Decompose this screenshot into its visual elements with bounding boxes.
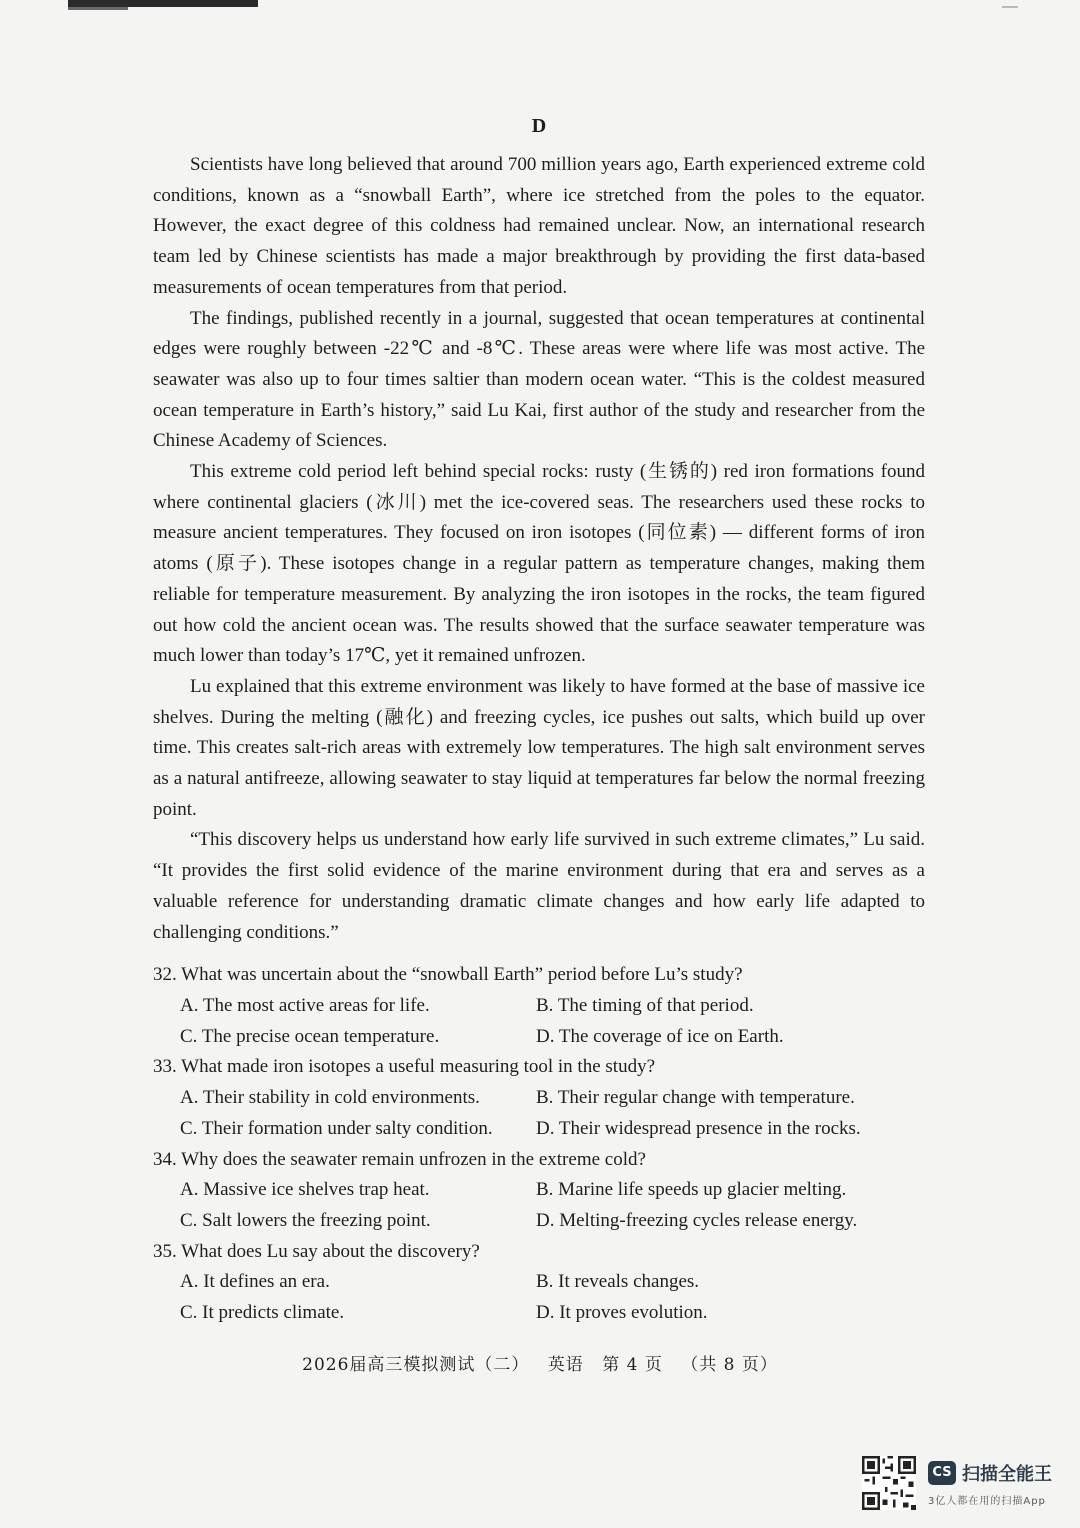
footer-total-pages: （共 8 页）	[681, 1355, 778, 1375]
answer-options	[153, 991, 925, 1052]
option-c: C. It predicts climate.	[180, 1302, 345, 1324]
question-34	[153, 1145, 925, 1237]
scanner-watermark	[862, 1456, 1062, 1512]
question-stem: 33. What made iron isotopes a useful measuring tool in the study?	[153, 1056, 655, 1078]
footer-subject: 英语	[547, 1355, 584, 1375]
passage-paragraph-4: Lu explained that this extreme environment was likely to have formed at the base of massive ice shelves. During the melting (融化) and freezing cycles, ice pushes out salts, which build up over time. This creates salt-rich areas with extremely low temperatures. The high salt environment serves as a natural antifreeze, allowing seawater to stay liquid at temperatures far below the normal freezing point.	[153, 675, 925, 820]
scan-edge-mark-secondary	[68, 7, 128, 10]
option-d: D. The coverage of ice on Earth.	[536, 1025, 784, 1047]
option-b: B. Their regular change with temperature.	[536, 1087, 855, 1109]
passage-paragraph-1: Scientists have long believed that around 700 million years ago, Earth experienced extreme cold conditions, known as a “snowball Earth”, where ice stretched from the poles to the equator. However, the exact degree of this coldness had remained unclear. Now, an international research team led by Chinese scientists has made a major breakthrough by providing the first data-based measurements of ocean temperatures from that period.	[153, 154, 925, 298]
option-a: A. The most active areas for life.	[180, 994, 430, 1016]
option-b: B. The timing of that period.	[536, 994, 754, 1016]
answer-options	[153, 1083, 925, 1144]
footer-page-number: 第 4 页	[602, 1355, 663, 1375]
option-d: D. It proves evolution.	[536, 1302, 708, 1324]
passage	[153, 150, 925, 948]
option-b: B. It reveals changes.	[536, 1271, 700, 1293]
option-c: C. Salt lowers the freezing point.	[180, 1209, 431, 1231]
question-35	[153, 1237, 925, 1329]
scanner-app-tagline: 3亿人都在用的扫描App	[928, 1496, 1046, 1507]
questions	[153, 960, 925, 1328]
option-c: C. The precise ocean temperature.	[180, 1025, 440, 1047]
camscanner-logo-icon: CS	[928, 1461, 956, 1485]
section-title: D	[531, 115, 547, 137]
passage-paragraph-5: “This discovery helps us understand how early life survived in such extreme climates,” Lu said. “It provides the first solid evidence of the marine environment during that era and serves as a valuable reference for understanding dramatic climate changes and how early life adapted to challenging conditions.”	[153, 829, 925, 943]
option-d: D. Their widespread presence in the rocks.	[536, 1117, 861, 1139]
question-32	[153, 960, 925, 1052]
option-d: D. Melting-freezing cycles release energy.	[536, 1209, 858, 1231]
question-33	[153, 1052, 925, 1144]
option-a: A. It defines an era.	[180, 1271, 330, 1293]
option-c: C. Their formation under salty condition.	[180, 1117, 493, 1139]
passage-paragraph-2: The findings, published recently in a journal, suggested that ocean temperatures at continental edges were roughly between -22℃ and -8℃. These areas were where life was most active. The seawater was also up to four times saltier than modern ocean water. “This is the coldest measured ocean temperature in Earth’s history,” said Lu Kai, first author of the study and researcher from the Chinese Academy of Sciences.	[153, 307, 925, 452]
scan-edge-mark	[68, 0, 258, 7]
exam-page	[153, 112, 925, 1329]
page-footer	[0, 1350, 1080, 1375]
scan-corner-mark	[1002, 6, 1018, 8]
option-b: B. Marine life speeds up glacier melting.	[536, 1179, 847, 1201]
option-a: A. Their stability in cold environments.	[180, 1087, 480, 1109]
answer-options	[153, 1175, 925, 1236]
question-stem: 34. Why does the seawater remain unfrozen in the extreme cold?	[153, 1148, 646, 1170]
scanner-app-name: 扫描全能王	[962, 1464, 1052, 1485]
question-stem: 35. What does Lu say about the discovery?	[153, 1240, 480, 1262]
footer-exam-title: 2026届高三模拟测试（二）	[302, 1355, 530, 1375]
option-a: A. Massive ice shelves trap heat.	[180, 1179, 430, 1201]
answer-options	[153, 1267, 925, 1328]
passage-paragraph-3: This extreme cold period left behind special rocks: rusty (生锈的) red iron formations found where continental glaciers (冰川) met the ice-covered seas. The researchers used these rocks to measure ancient temperatures. They focused on iron isotopes (同位素) — different forms of iron atoms (原子). These isotopes change in a regular pattern as temperature changes, making them reliable for temperature measurement. By analyzing the iron isotopes in the rocks, the team figured out how cold the ancient ocean was. The results showed that the surface seawater temperature was much lower than today’s 17℃, yet it remained unfrozen.	[153, 461, 925, 667]
qr-code-icon	[862, 1456, 916, 1510]
question-stem: 32. What was uncertain about the “snowball Earth” period before Lu’s study?	[153, 964, 743, 986]
